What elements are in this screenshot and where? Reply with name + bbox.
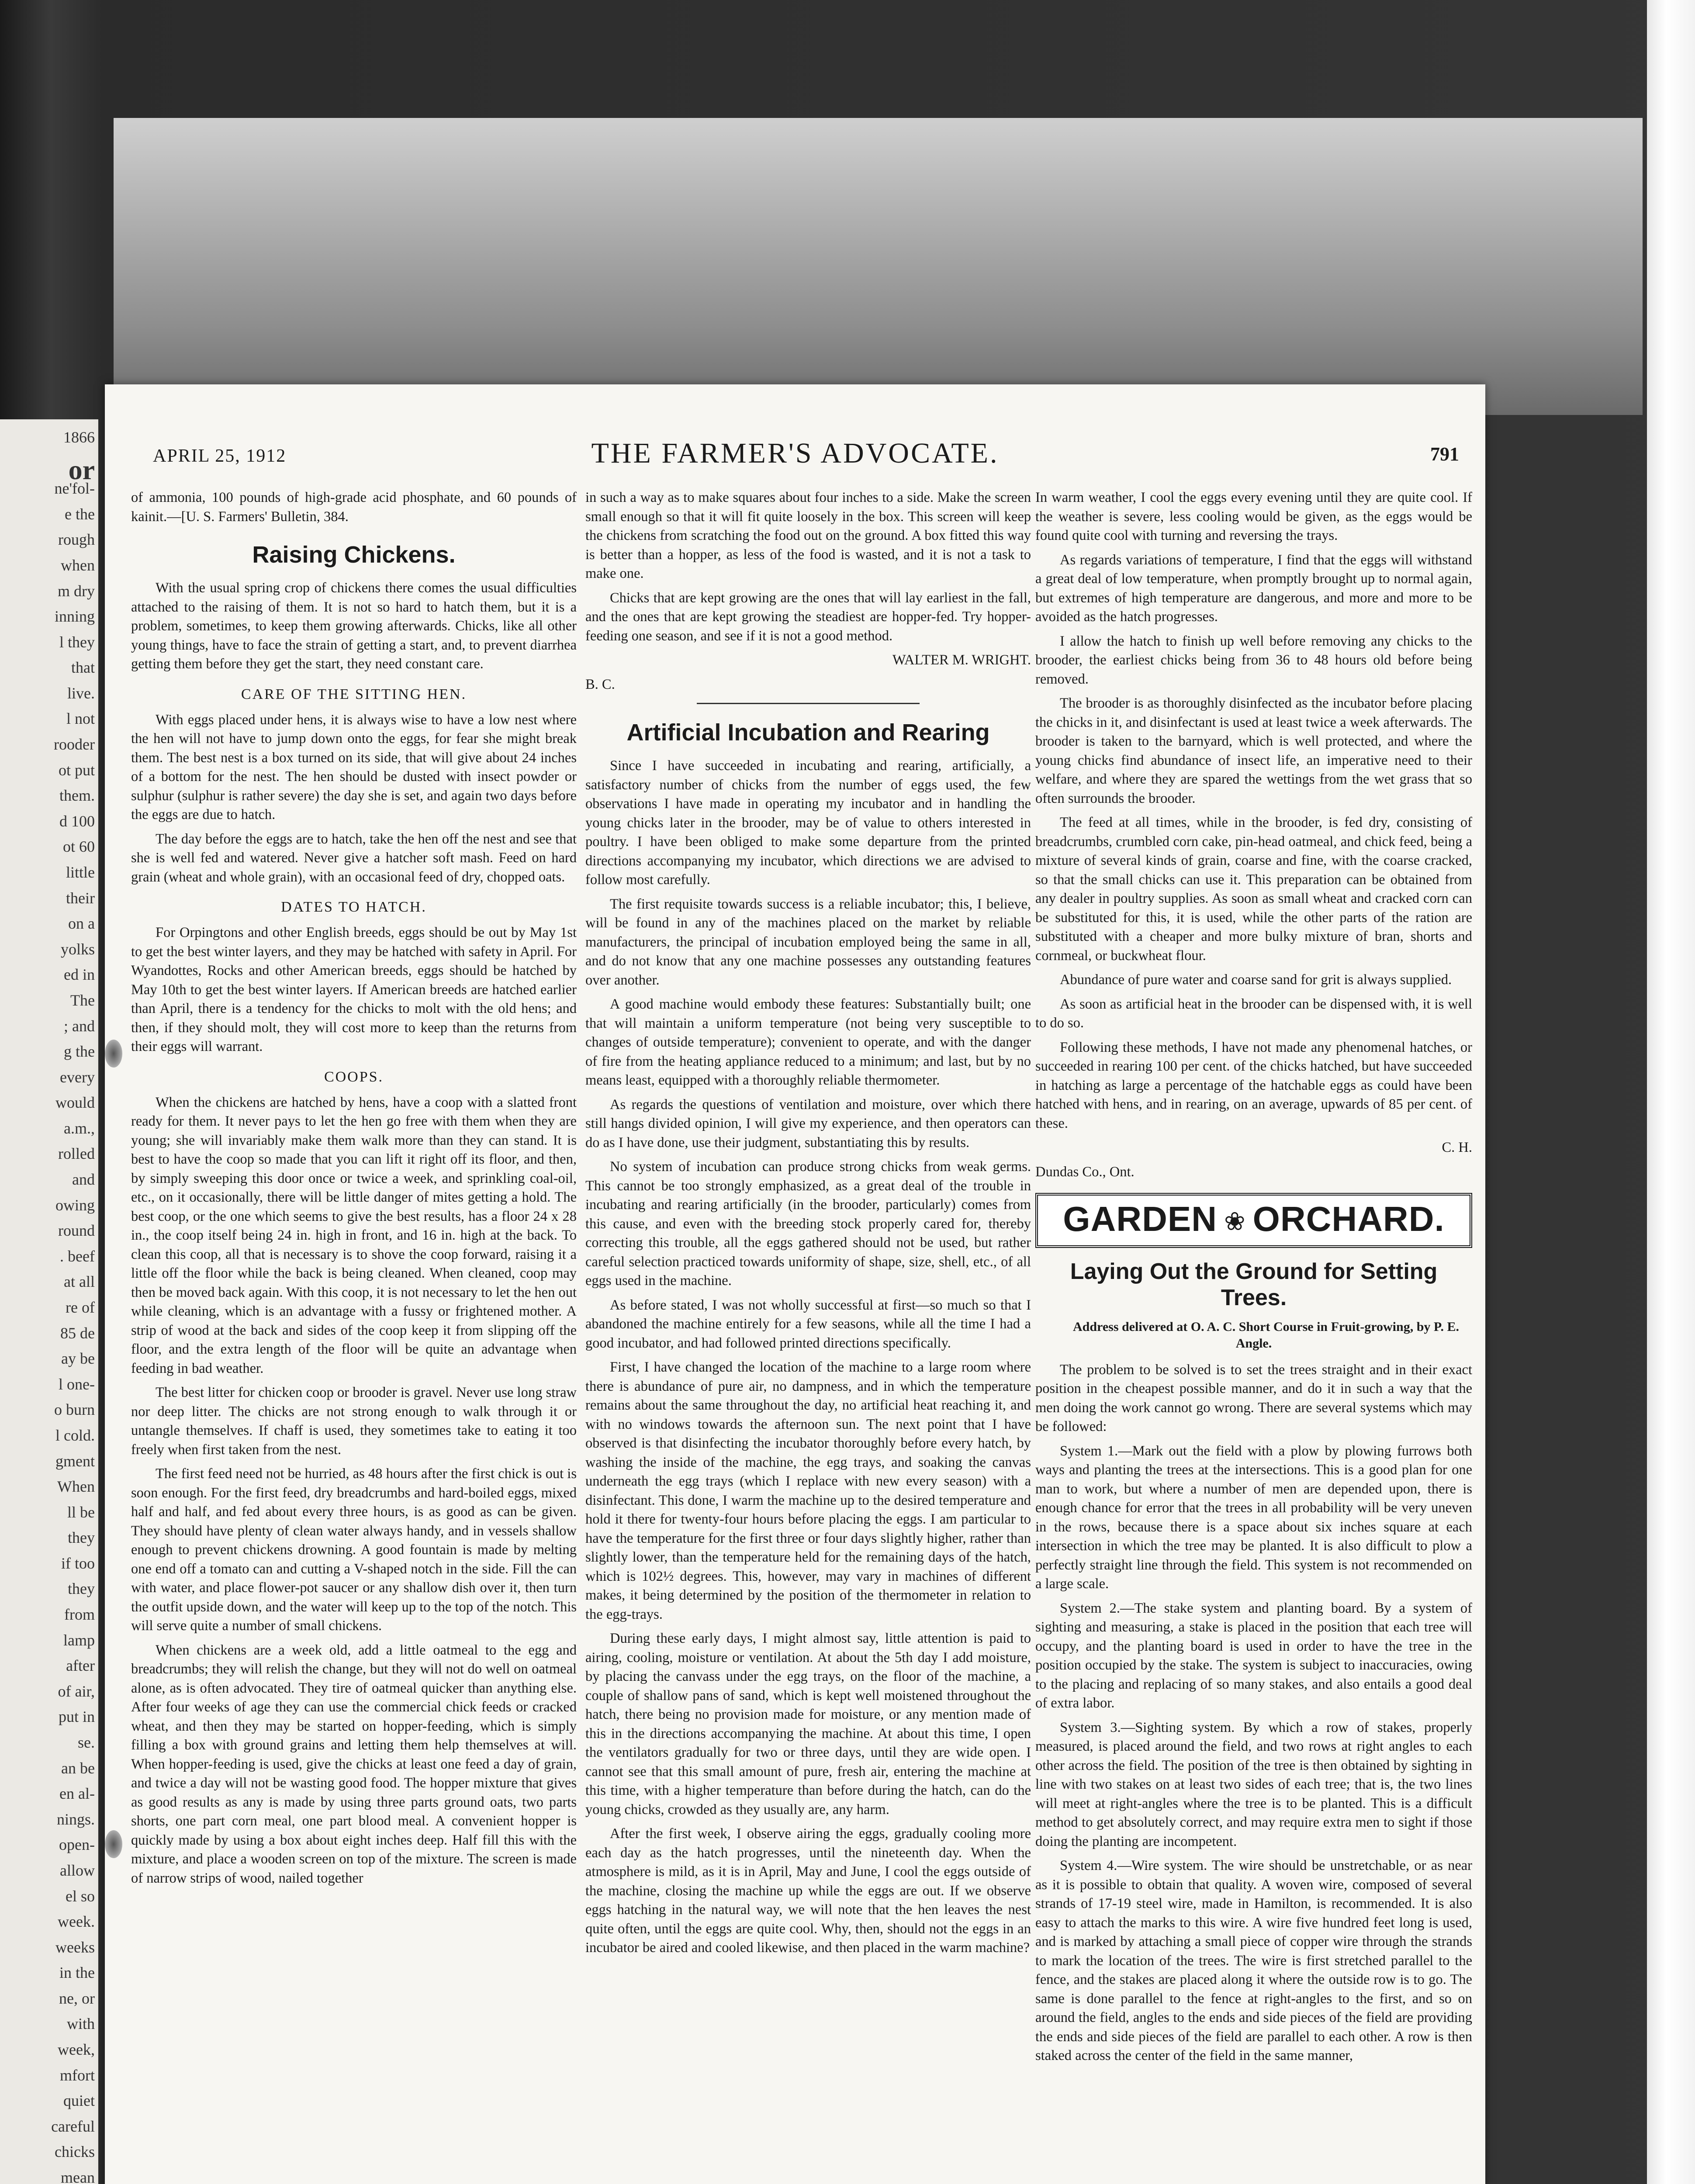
left-page-fragment: ot put [58, 761, 95, 779]
article-paragraph: When the chickens are hatched by hens, have a coop with a slatted front ready for them. It never pays to let the hen go free with them when they are young; she will invariably make them walk more than they can stand. It is best to have the coop so made that you can lift it right off its floor, and then, by simply sweeping this door once or twice a week, and sprinkling coal-oil, etc., on it occasionally, there will be little danger of mites getting a hold. The best coop, or the one which seems to give the best results, has a floor 24 x 28 in., the coop itself being 24 in. high in front, and 16 in. high at the back. To clean this coop, all that is necessary is to shove the coop forward, raising it a little off the floor while the back is being cleaned. When cleaned, coop may then be moved back again. With this coop, it is not necessary to let the hen out while cleaning, which is an advantage with a fussy or frightened mother. A strip of wood at the back and sides of the coop keep it from slipping off the floor, and the extra length of the floor will be quite an advantage when feeding in bad weather. [131, 1094, 577, 1376]
left-page-fragment: would [55, 1094, 95, 1111]
article-paragraph: System 1.—Mark out the field with a plow by plowing furrows both ways and planting the trees at the intersections. This is a good plan for one man to work, but where a number of men are depended upon, there is enough chance for error that the trees in all probability will be very uneven in the rows, because there is a space about six inches square at each intersection in which the tree may be planted. It is also difficult to plow a perfectly straight line through the field. This system is not recommended on a large scale. [1035, 1443, 1472, 1592]
left-page-fragment: The [70, 992, 95, 1009]
left-page-fragment: every [60, 1068, 95, 1086]
left-page-fragment: l not [66, 710, 95, 727]
article-paragraph: The first requisite towards success is a reliable incubator; this, I believe, will be found in any of the machines placed on the market by reliable manufacturers, the principal of incubation employed being the same in all, and do not know that any one machine possesses any outstanding features over another. [585, 896, 1031, 988]
left-page-fragment: owing [55, 1196, 95, 1214]
author-signature: WALTER M. WRIGHT. [892, 652, 1031, 668]
article-title: Artificial Incubation and Rearing [626, 719, 990, 746]
column-right [1035, 488, 1472, 2071]
article-paragraph: System 4.—Wire system. The wire should be unstretchable, or as near as it is possible to obtain that quality. A woven wire, composed of several strands of 17-19 steel wire, made in Hamilton, is recommended. It is also easy to attach the marks to this wire. A wire five hundred feet long is used, and is marked by attaching a small piece of copper wire through the strands to mark the location of the trees. The wire is first stretched parallel to the fence, and the stakes are placed along it where the outside row is to go. The same is done parallel to the fence at right-angles to the first, and so on around the field, angles to the ends and side pieces of the field are providing the ends and side pieces of the field are parallel to each other. A row is then staked across the center of the field in the same manner, [1035, 1858, 1472, 2064]
left-page-fragment: re of [66, 1299, 95, 1316]
left-page-fragment: a.m., [64, 1120, 95, 1137]
left-page-fragment: 1866 [63, 429, 95, 446]
article-byline: Address delivered at O. A. C. Short Course in Fruit-growing, by P. E. Angle. [1073, 1319, 1459, 1351]
binder-hole-bottom [105, 1830, 122, 1858]
newspaper-page [105, 384, 1485, 2184]
author-signature: C. H. [1442, 1140, 1472, 1155]
article-paragraph: As before stated, I was not wholly successful at first—so much so that I abandoned the machine entirely for a few seasons, while all the time I had a good incubator, and had followed printed directions specifically. [585, 1297, 1031, 1351]
left-page-fragment: el so [66, 1887, 95, 1905]
left-page-fragment: o burn [54, 1401, 95, 1418]
masthead-title: THE FARMER'S ADVOCATE. [591, 437, 999, 469]
left-page-fragment: g the [64, 1043, 95, 1060]
left-page-fragment: or [68, 454, 95, 485]
left-page-fragment: they [68, 1529, 95, 1546]
left-page-fragment: chicks [55, 2143, 95, 2160]
left-page-fragment: en al- [59, 1785, 95, 1802]
left-page-fragment: l one- [59, 1375, 95, 1393]
section-subheading: COOPS. [324, 1068, 384, 1085]
scanner-edge [1647, 0, 1695, 2184]
left-page-fragment: live. [67, 684, 95, 702]
left-page-fragment: rough [58, 531, 95, 548]
left-page-fragment: from [64, 1606, 95, 1623]
left-page-fragment: them. [59, 787, 95, 804]
left-page-fragment: if too [61, 1555, 95, 1572]
left-page-fragment: ay be [61, 1350, 95, 1367]
article-paragraph: of ammonia, 100 pounds of high-grade acid phosphate, and 60 pounds of kainit.—[U. S. Farmers' Bulletin, 384. [131, 490, 577, 525]
article-paragraph: With the usual spring crop of chickens there comes the usual difficulties attached to the raising of them. It is not so hard to hatch them, but it is a problem, sometimes, to keep them growing afterwards. Chicks, like all other young things, have to face the strain of getting a start, and, to prevent diarrhea getting them before they get the start, they need constant care. [131, 580, 577, 672]
left-page-fragment: careful [51, 2118, 95, 2135]
left-page-fragment: ; and [64, 1017, 95, 1035]
article-paragraph: After the first week, I observe airing the eggs, gradually cooling more each day as the hatch progresses, until the nineteenth day. When the atmosphere is mild, as it is in April, May and June, I cool the eggs outside of the machine, closing the machine up while the eggs are out. If we observe eggs hatching in the natural way, we will note that the hen leaves the nest quite often, until the eggs are quite cool. Why, then, should not the eggs in an incubator be aired and cooled likewise, and then placed in the warm machine? [585, 1826, 1031, 1956]
article-paragraph: First, I have changed the location of the machine to a large room where there is abundance of pure air, no dampness, and in which the temperature remains about the same throughout the day, no artificial heat reaching it, and with no windows towards the afternoon sun. The next point that I have observed is that disinfecting the incubator thoroughly before every hatch, by washing the inside of the machine, the egg trays, and soaking the canvas underneath the egg trays (which I replace with new every season) with a disinfectant. This done, I warm the machine up to the desired temperature and hold it there for twenty-four hours before placing the eggs. I am particular to have the temperature for the first three or four days slightly higher, rather than slightly lower, than the temperature held for the remaining days of the hatch, which is 102½ degrees. This, however, may vary in machines of different makes, it being determined by the position of the thermometer in relation to the egg-trays. [585, 1359, 1031, 1622]
left-page-fragment: d 100 [59, 812, 95, 830]
issue-date: APRIL 25, 1912 [153, 446, 287, 466]
section-subheading: CARE OF THE SITTING HEN. [241, 686, 467, 702]
left-page-fragment: open- [59, 1836, 95, 1853]
article-paragraph: As soon as artificial heat in the brooder can be dispensed with, it is well to do so. [1035, 996, 1472, 1031]
left-page-fragment: weeks [55, 1939, 95, 1956]
article-paragraph: Chicks that are kept growing are the ones that will lay earliest in the fall, and the ones that are kept growing the steadiest are hopper-fed. Try hopper-feeding one season, and see if it is not a good method. [585, 590, 1031, 644]
article-paragraph: As regards variations of temperature, I find that the eggs will withstand a great deal of low temperature, when promptly brought up to normal again, but extremes of high temperature are dangerous, and more and more to be avoided as the hatch progresses. [1035, 552, 1472, 625]
left-page-fragment: an be [61, 1759, 95, 1777]
article-paragraph: When chickens are a week old, add a little oatmeal to the egg and breadcrumbs; they will relish the change, but they will not do well on oatmeal alone, as is often advocated. They tire of oatmeal quicker than anything else. After four weeks of age they can use the commercial chick feeds or cracked wheat, and then they may be started on hopper-feeding, which is simply filling a box with ground grains and letting them help themselves at will. When hopper-feeding is used, give the chicks at least one feed a day of grain, and twice a day will not be wasting good food. The hopper mixture that gives as good results as any is made by using three parts ground oats, two parts shorts, one part corn meal, one part blood meal. A convenient hopper is quickly made by using a box about eight inches deep. Half fill this with the mixture, and place a wooden screen on top of the mixture. The screen is made of narrow strips of wood, nailed together [131, 1642, 577, 1886]
article-paragraph: The problem to be solved is to set the trees straight and in their exact position in the cheapest possible manner, and do it in such a way that the men doing the work cannot go wrong. There are several systems which may be followed: [1035, 1362, 1472, 1435]
article-paragraph: Abundance of pure water and coarse sand for grit is always supplied. [1060, 972, 1452, 988]
left-page-fragment: at all [64, 1273, 95, 1290]
left-page-fragment: rooder [54, 736, 95, 753]
article-paragraph: System 3.—Sighting system. By which a row of stakes, properly measured, is placed around the field, and two rows at right angles to each other across the field. The position of the tree is then obtained by sighting in line with two stakes on at least two sides of each tree; that is, the two lines will meet at right-angles where the tree is to be planted. This is a difficult method to get absolutely correct, and may require extra men to sight if those doing the planting are incompetent. [1035, 1719, 1472, 1849]
left-page-fragment: in the [59, 1964, 95, 1981]
article-paragraph: B. C. [585, 676, 615, 692]
binder-hole-top [105, 1040, 122, 1068]
left-page-fragment: mean [61, 2169, 95, 2184]
section-subheading: DATES TO HATCH. [281, 899, 427, 915]
article-paragraph: Dundas Co., Ont. [1035, 1164, 1135, 1180]
article-paragraph: For Orpingtons and other English breeds, eggs should be out by May 1st to get the best winter layers, and they may be hatched with safety in April. For Wyandottes, Rocks and other American breeds, eggs should be hatched by May 10th to get the best winter layers. If American breeds are hatched earlier than April, there is a tendency for the chicks to molt with the old hens; and then, if they should molt, they will cost more to keep than the returns from their eggs will warrant. [131, 925, 577, 1054]
left-page-fragment: l cold. [55, 1427, 95, 1444]
article-paragraph: No system of incubation can produce strong chicks from weak germs. This cannot be too strongly emphasized, as a great deal of the trouble in incubating and rearing artificially (in the brooder, particularly) comes from this cause, and even with the breeding stock properly cared for, thereby correcting this trouble, all the eggs gathered should not be used, but rather careful selection practiced towards uniformity of shape, size, shell, etc., of all eggs used in the machine. [585, 1159, 1031, 1289]
left-page-fragment: rolled [58, 1145, 95, 1162]
column-middle [585, 488, 1031, 1963]
adjacent-page-edge [0, 419, 98, 2184]
left-page-fragment: allow [60, 1862, 95, 1879]
left-page-fragment: week. [58, 1913, 95, 1930]
banner-word-left: GARDEN [1063, 1199, 1217, 1238]
left-page-fragment: gment [55, 1452, 95, 1470]
left-page-fragment: of air, [58, 1683, 95, 1700]
left-page-fragment: week, [58, 2041, 95, 2058]
article-divider [697, 703, 920, 704]
article-paragraph: During these early days, I might almost say, little attention is paid to airing, cooling, moisture or ventilation. At about the 5th day I add moisture, by placing the canvass under the egg trays, on the floor of the machine, a couple of shallow pans of sand, which is kept well moistened throughout the hatch, there being no provision made for moisture, or any mention made of this in the directions accompanying the machine. At about this time, I open the ventilators gradually for two or three days, until they are wide open. I cannot see that this small amount of pure, fresh air, entering the machine at this time, with a higher temperature than before during the hatch, can do the young chicks, crowded as they usually are, any harm. [585, 1631, 1031, 1818]
left-page-fragment: ot 60 [62, 838, 95, 855]
article-paragraph: The best litter for chicken coop or brooder is gravel. Never use long straw nor deep litter. The chicks are not strong enough to walk through it or untangle themselves. If chaff is used, they sometimes take to eating it too freely when first taken from the nest. [131, 1385, 577, 1458]
left-page-fragment: on a [68, 915, 95, 932]
left-page-fragment: ne, or [59, 1990, 95, 2007]
article-paragraph: The day before the eggs are to hatch, take the hen off the nest and see that she is well fed and watered. Never give a hatcher soft mash. Feed on hard grain (wheat and whole grain), with an occasional feed of dry, chopped oats. [131, 831, 577, 885]
left-page-fragment: and [72, 1171, 95, 1188]
article-paragraph: As regards the questions of ventilation and moisture, over which there still hangs divided opinion, I will give my experience, and then operators can do as I have done, use their judgment, substantiating this by results. [585, 1096, 1031, 1151]
left-page-fragment: yolks [60, 940, 95, 958]
left-page-fragment: e the [65, 505, 95, 523]
article-paragraph: In warm weather, I cool the eggs every evening until they are quite cool. If the weather is severe, less cooling would be given, as the eggs would be found quite cool with turning and reversing the trays. [1035, 490, 1472, 543]
left-page-fragment: inning [54, 608, 95, 625]
left-page-fragment: lamp [63, 1631, 95, 1649]
page-header [105, 384, 1485, 469]
left-page-fragment: round [58, 1222, 95, 1239]
page-number: 791 [1430, 443, 1459, 465]
left-page-fragment: ed in [64, 966, 95, 983]
article-paragraph: in such a way as to make squares about four inches to a side. Make the screen small enough so that it will fit quite loosely in the box. This screen will keep the chickens from scratching the food out on the ground. A box fitted this way is better than a hopper, as less of the food is wasted, and it is not a task to make one. [585, 490, 1031, 581]
scanner-glass-shadow [114, 118, 1643, 415]
left-page-fragment: se. [78, 1734, 95, 1751]
article-paragraph: Since I have succeeded in incubating and rearing, artificially, a satisfactory number of chicks from the number of eggs used, the few observations I have made in operating my incubator and in handling the young chicks later in the brooder, may be of value to others interested in poultry. I have been obliged to make some departure from the printed directions accompanying my incubator, which directions we are advised to follow most carefully. [585, 758, 1031, 888]
left-page-fragment: nings. [56, 1811, 95, 1828]
article-paragraph: The first feed need not be hurried, as 48 hours after the first chick is out is soon enough. For the first feed, dry breadcrumbs and hard-boiled eggs, mixed half and half, and fed about every three hours, is as good as can be given. They should have plenty of clean water always handy, and in vessels shallow enough to prevent chickens drowning. A good fountain is made by melting one end off a tomato can and cutting a V-shaped notch in the side. Fill the can with water, and place flower-pot saucer or any shallow dish over it, then turn the outfit upside down, and the water will keep up to the top of the notch. This will serve quite a number of small chickens. [131, 1466, 577, 1634]
article-paragraph: The brooder is as thoroughly disinfected as the incubator before placing the chicks in it, and disinfectant is used at least twice a week afterwards. The brooder is taken to the barnyard, which is well protected, and where the young chicks find abundance of insect life, an imperative need to their welfare, and where they are spared the wettings from the wet grass that so often surrounds the brooder. [1035, 695, 1472, 806]
article-paragraph: Following these methods, I have not made any phenomenal hatches, or succeeded in rearing 100 per cent. of the chicks hatched, but have succeeded in hatching as large a percentage of the hatchable eggs as could have been hatched with hens, and in rearing, on an average, upwards of 85 per cent. of these. [1035, 1039, 1472, 1131]
banner-word-right: ORCHARD. [1252, 1199, 1445, 1238]
flower-ornament-icon: ❀ [1224, 1207, 1246, 1236]
left-page-fragment: after [66, 1657, 95, 1674]
left-page-fragment: with [66, 2015, 95, 2032]
left-page-fragment: little [66, 864, 95, 881]
article-paragraph: I allow the hatch to finish up well before removing any chicks to the brooder, the earliest chicks being from 36 to 48 hours old before being removed. [1035, 633, 1472, 687]
section-banner [1035, 1193, 1472, 1248]
left-page-fragment: 85 de [60, 1324, 95, 1342]
left-page-fragment: they [68, 1580, 95, 1597]
article-paragraph: System 2.—The stake system and planting board. By a system of sighting and measuring, a stake is placed in the position that each tree will occupy, and the planting board is used in order to have the tree in the position occupied by the stake. The system is subject to inaccuracies, owing to the placing and replacing of so many stakes, and also entails a good deal of extra labor. [1035, 1600, 1472, 1711]
left-page-fragment: m dry [58, 582, 95, 600]
left-page-fragment: When [57, 1478, 95, 1495]
article-paragraph: A good machine would embody these features: Substantially built; one that will maintain a uniform temperature (not being very susceptible to changes of outside temperature); convenient to operate, and with the danger of fire from the heating appliance reduced to a minimum; and last, but by no means least, equipped with a thoroughly reliable thermometer. [585, 996, 1031, 1088]
left-page-fragment: their [66, 889, 95, 907]
article-title: Raising Chickens. [252, 542, 456, 568]
column-left [131, 488, 577, 1893]
left-page-fragment: that [71, 659, 95, 676]
left-page-fragment: l they [59, 633, 95, 651]
left-page-fragment: put in [58, 1708, 95, 1725]
article-paragraph: The feed at all times, while in the brooder, is fed dry, consisting of breadcrumbs, crumbled corn cake, pin-head oatmeal, and chick feed, being a mixture of several kinds of grain, coarse and fine, with the coarse cracked, so that the small chicks can use it. This preparation can be obtained from any dealer in poultry supplies. As soon as small wheat and cracked corn can be substituted for this, it is used, while the other parts of the ration are substituted with a cheaper and more bulky mixture of bran, shorts and cornmeal, or buckwheat flour. [1035, 815, 1472, 964]
left-page-fragment: when [61, 556, 95, 574]
left-page-fragment: mfort [60, 2067, 95, 2084]
left-page-fragment: . beef [60, 1248, 95, 1265]
article-paragraph: With eggs placed under hens, it is always wise to have a low nest where the hen will not have to jump down onto the eggs, for fear she might break them. The best nest is a box turned on its side, that will give about 24 inches of a bottom for the nest. The hen should be dusted with insect powder or sulphur (sulphur is rather severe) the day she is set, and again two days before the eggs are due to hatch. [131, 712, 577, 822]
left-page-fragment: quiet [63, 2092, 95, 2109]
article-title: Laying Out the Ground for Setting Trees. [1070, 1258, 1438, 1310]
left-page-fragment: ll be [67, 1503, 95, 1521]
left-page-fragment: ne'fol- [54, 480, 95, 497]
